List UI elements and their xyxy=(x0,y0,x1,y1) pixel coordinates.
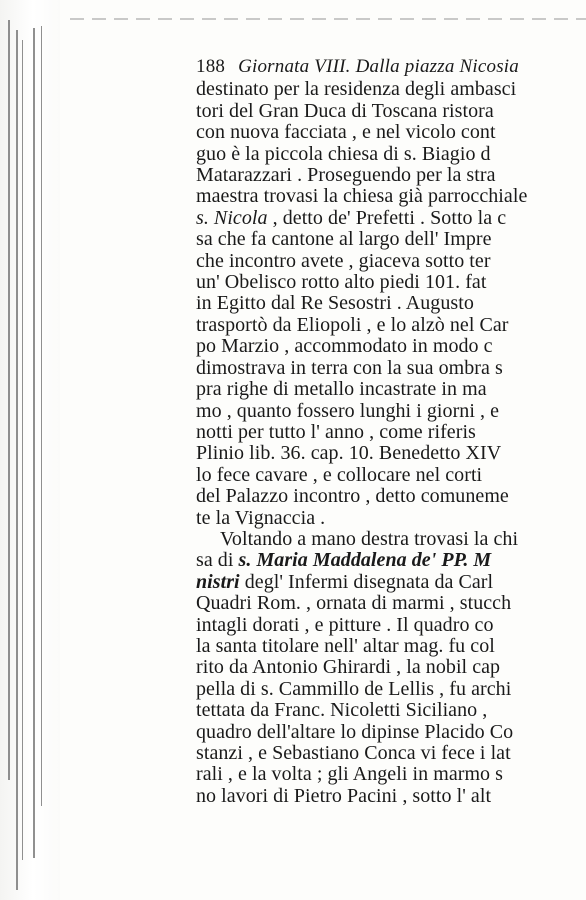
text-line: te la Vignaccia . xyxy=(196,506,326,529)
text-line: nistri degl' Infermi disegnata da Carl xyxy=(196,570,494,593)
paragraph-start-line: Voltando a mano destra trovasi la chi xyxy=(220,527,519,550)
text-line: rali , e la volta ; gli Angeli in marmo s xyxy=(196,763,503,786)
text-line: lo fece cavare , e collocare nel corti xyxy=(196,463,483,486)
binding-stroke xyxy=(41,26,42,806)
text-line: intagli dorati , e pitture . Il quadro co xyxy=(196,613,494,636)
text-line: con nuova facciata , e nel vicolo cont xyxy=(196,121,496,144)
text-line: Plinio lib. 36. cap. 10. Benedetto XIV xyxy=(196,442,502,465)
binding-stroke xyxy=(16,30,18,890)
running-header xyxy=(196,56,586,77)
text-line: quadro dell'altare lo dipinse Placido Co xyxy=(196,720,514,743)
text-line: dimostrava in terra con la sua ombra s xyxy=(196,356,503,379)
text-line: rito da Antonio Ghirardi , la nobil cap xyxy=(196,656,501,679)
text-line: stanzi , e Sebastiano Conca vi fece i lat xyxy=(196,742,511,764)
text-line: la santa titolare nell' altar mag. fu col xyxy=(196,634,495,657)
text-line: tori del Gran Duca di Toscana ristora xyxy=(196,99,494,122)
text-line: un' Obelisco rotto alto piedi 101. fat xyxy=(196,271,487,294)
text-line: po Marzio , accommodato in modo c xyxy=(196,335,493,358)
top-edge-rule xyxy=(70,18,586,20)
text-line: destinato per la residenza degli ambasci xyxy=(196,78,517,101)
page-number: 188 xyxy=(196,56,226,77)
text-line: s. Nicola , detto de' Prefetti . Sotto la c xyxy=(196,206,507,229)
text-line: del Palazzo incontro , detto comuneme xyxy=(196,485,509,508)
text-line: che incontro avete , giaceva sotto ter xyxy=(196,249,491,272)
text-line: mo , quanto fossero lunghi i giorni , e xyxy=(196,399,500,422)
text-line: in Egitto dal Re Sesostri . Augusto xyxy=(196,292,474,315)
binding-stroke xyxy=(33,28,35,858)
text-line: trasportò da Eliopoli , e lo alzò nel Car xyxy=(196,313,509,336)
text-line: sa che fa cantone al largo dell' Impre xyxy=(196,228,492,251)
page-text xyxy=(196,56,586,807)
binding-stroke xyxy=(22,40,23,860)
text-line: pella di s. Cammillo de Lellis , fu archi xyxy=(196,677,512,700)
text-line: pra righe di metallo incastrate in ma xyxy=(196,378,487,401)
text-line: guo è la piccola chiesa di s. Biagio d xyxy=(196,142,491,165)
text-line: maestra trovasi la chiesa già parrocchiale xyxy=(196,185,528,208)
text-line: no lavori di Pietro Pacini , sotto l' alt xyxy=(196,784,492,807)
text-line: notti per tutto l' anno , come riferis xyxy=(196,420,476,443)
text-line: sa di s. Maria Maddalena de' PP. M xyxy=(196,549,492,572)
binding-stroke xyxy=(8,20,10,780)
text-line: tettata da Franc. Nicoletti Siciliano , xyxy=(196,699,488,722)
running-title: Giornata VIII. Dalla piazza Nicosia xyxy=(238,56,519,77)
page-binding-edge xyxy=(0,0,60,900)
text-line: Quadri Rom. , ornata di marmi , stucch xyxy=(196,592,512,615)
text-line: Matarazzari . Proseguendo per la stra xyxy=(196,164,496,187)
